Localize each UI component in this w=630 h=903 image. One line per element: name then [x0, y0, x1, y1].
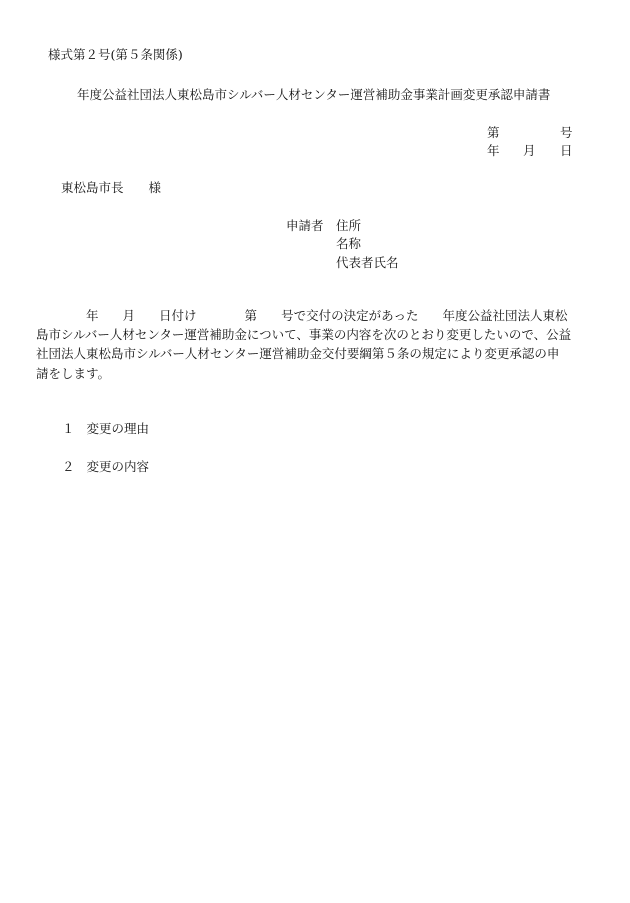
body-day: 日付け [159, 308, 197, 323]
body-paragraph-line-3: 社団法人東松島市シルバー人材センター運営補助金交付要綱第５条の規定により変更承認の申 [36, 346, 560, 361]
document-number-dai: 第 [487, 125, 500, 140]
date-day-label: 日 [560, 143, 573, 158]
body-paragraph-line-1 [36, 308, 567, 324]
addressee: 東松島市長 様 [61, 180, 162, 195]
body-paragraph-line-4: 請をします。 [36, 366, 111, 381]
document-number-go: 号 [560, 125, 573, 140]
item-label: 変更の内容 [86, 459, 150, 474]
item-number: １ [62, 421, 75, 436]
body-month: 月 [122, 308, 136, 323]
date-year-label: 年 [487, 143, 500, 158]
item-number: ２ [62, 459, 75, 474]
body-paragraph-line-2: 島市シルバー人材センター運営補助金について、事業の内容を次のとおり変更したいので、公益 [36, 327, 572, 342]
document-title: 年度公益社団法人東松島市シルバー人材センター運営補助金事業計画変更承認申請書 [77, 87, 551, 102]
body-dai: 第 [244, 308, 258, 323]
body-year: 年 [86, 308, 99, 323]
date-month-label: 月 [523, 143, 536, 158]
item-change-reason [62, 421, 149, 437]
item-label: 変更の理由 [86, 421, 150, 436]
applicant-label: 申請者 [286, 218, 324, 233]
applicant-name-label: 名称 [336, 236, 362, 251]
item-change-content [62, 459, 149, 475]
applicant-address-label: 住所 [336, 218, 362, 233]
body-fiscal-year: 年度公益社団法人東松 [442, 308, 568, 323]
form-number: 様式第２号(第５条関係) [48, 47, 183, 62]
applicant-representative-label: 代表者氏名 [336, 255, 399, 270]
body-go: 号で交付の決定があった [281, 308, 419, 323]
